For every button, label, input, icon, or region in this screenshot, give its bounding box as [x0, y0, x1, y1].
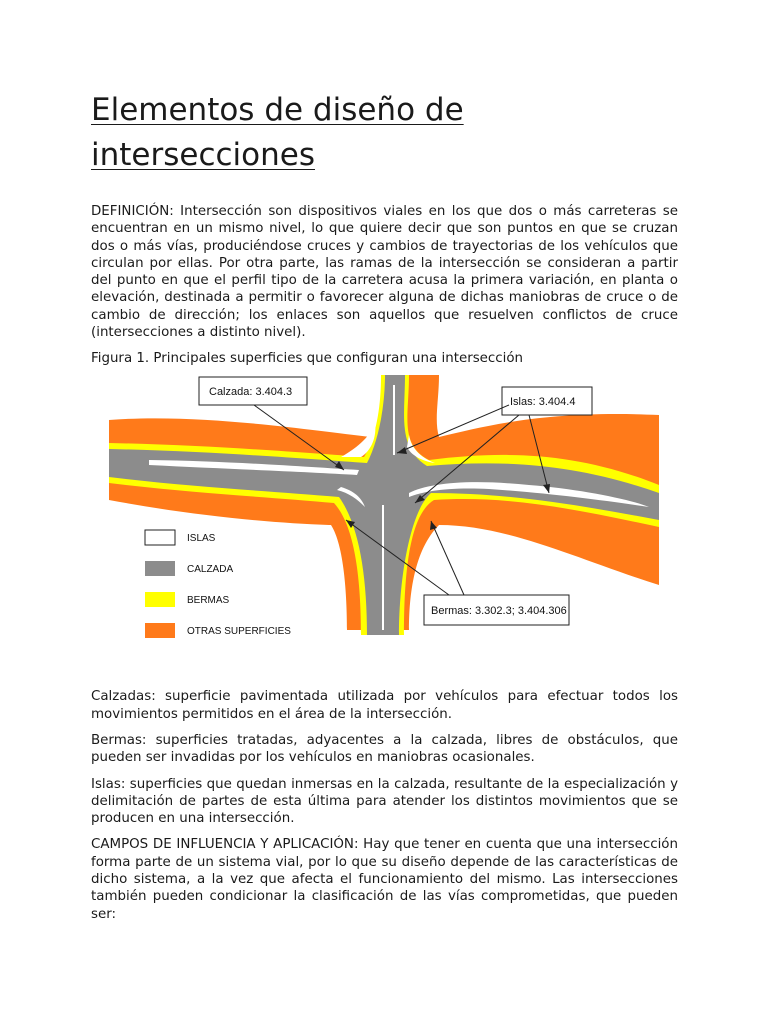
callout-bermas: Bermas: 3.302.3; 3.404.306 [431, 605, 567, 618]
legend-label-bermas: BERMAS [187, 595, 230, 607]
page-title: Elementos de diseño de intersecciones [91, 92, 464, 173]
callout-islas: Islas: 3.404.4 [510, 396, 576, 409]
legend-swatch-otras [145, 623, 175, 638]
callout-calzada: Calzada: 3.404.3 [209, 386, 293, 399]
legend-swatch-bermas [145, 592, 175, 607]
legend [145, 530, 291, 638]
legend-label-islas: ISLAS [187, 533, 216, 545]
legend-label-calzada: CALZADA [187, 564, 234, 576]
intersection-figure [109, 375, 669, 675]
paragraph-calzadas: Calzadas: superficie pavimentada utilizada por vehículos para efectuar todos los movimientos permitidos en el área de la intersección. [91, 689, 678, 722]
document-page [91, 88, 678, 932]
lane-marking-south [382, 505, 384, 630]
paragraph-islas: Islas: superficies que quedan inmersas en la calzada, resultante de la especialización y delimitación de partes de esta última para atender los distintos movimientos que se producen en una intersección. [91, 776, 678, 827]
legend-swatch-calzada [145, 561, 175, 576]
lane-marking-north [393, 385, 395, 455]
paragraph-bermas: Bermas: superficies tratadas, adyacentes a la calzada, libres de obstáculos, que pueden ser invadidas por los vehículos en maniobras ocasionales. [91, 732, 678, 766]
intersection-diagram [109, 375, 669, 675]
legend-label-otras: OTRAS SUPERFICIES [187, 626, 291, 638]
arrow-bermas-2 [431, 521, 464, 595]
paragraph-campos: CAMPOS DE INFLUENCIA Y APLICACIÓN: Hay que tener en cuenta que una intersección forma parte de un sistema vial, por lo que su diseño depende de las características de dicho sistema, a la vez que afecta el funcionamiento del mismo. Las intersecciones también pueden condicionar la clasificación de las vías comprometidas, que pueden ser: [91, 837, 678, 922]
figure-caption: Figura 1. Principales superficies que configuran una intersección [91, 351, 524, 367]
paragraph-definicion: DEFINICIÓN: Intersección son dispositivos viales en los que dos o más carreteras se encuentran en un mismo nivel, lo que quiere decir que son puntos en que se cruzan dos o más vías, produciéndose cruces y cambios de trayectorias de los vehículos que circulan por ellas. Por otra parte, las ramas de la intersección se consideran a partir del punto en que el perfil tipo de la carretera acusa la primera variación, en planta o elevación, destinada a permitir o favorecer alguna de dichas maniobras de cruce o de cambio de dirección; los enlaces son aquellos que resuelven conflictos de cruce (intersecciones a distinto nivel). [91, 204, 678, 341]
legend-swatch-islas [145, 530, 175, 545]
